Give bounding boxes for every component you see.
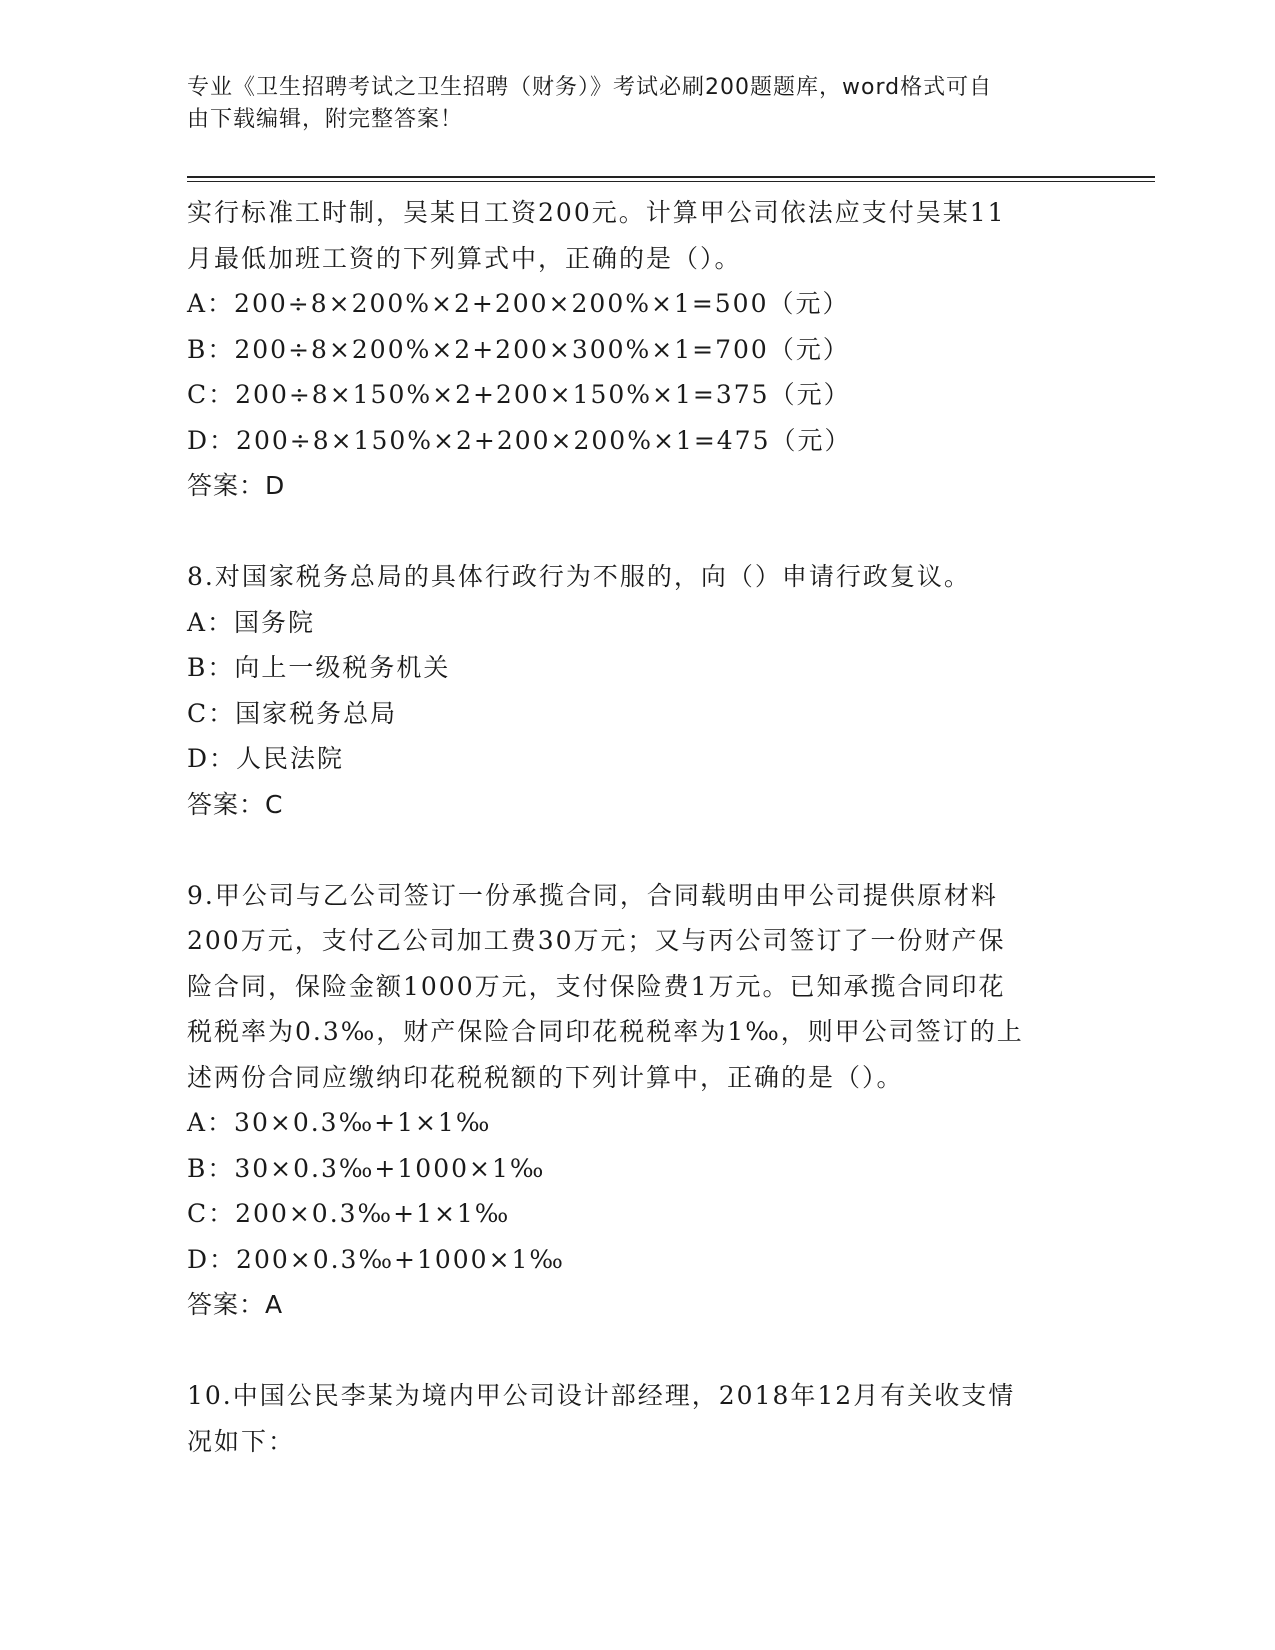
spacer [187, 1328, 1087, 1373]
option-b: B：向上一级税务机关 [187, 653, 451, 682]
question-stem-line: 实行标准工时制，吴某日工资200元。计算甲公司依法应支付吴某11 [187, 198, 1006, 227]
answer-line: 答案：A [187, 1290, 284, 1319]
option-c: C：200÷8×150%×2+200×150%×1=375（元） [187, 380, 851, 409]
option-a: A：国务院 [187, 607, 316, 637]
question-stem-line: 9.甲公司与乙公司签订一份承揽合同，合同载明由甲公司提供原材料 [187, 880, 998, 910]
answer-line: 答案：D [187, 471, 286, 500]
option-d: D：200÷8×150%×2+200×200%×1=475（元） [187, 425, 852, 455]
question-stem-line: 10.中国公民李某为境内甲公司设计部经理，2018年12月有关收支情 [187, 1381, 1016, 1410]
option-c: C：200×0.3‰+1×1‰ [187, 1199, 511, 1228]
spacer [187, 828, 1087, 873]
question-9 [187, 873, 1087, 1329]
document-header [187, 72, 1067, 136]
option-a: A：200÷8×200%×2+200×200%×1=500（元） [187, 289, 850, 318]
question-stem-line: 200万元，支付乙公司加工费30万元；又与丙公司签订了一份财产保 [187, 926, 1006, 955]
option-d: D：人民法院 [187, 744, 345, 773]
question-8 [187, 554, 1087, 828]
option-b: B：30×0.3‰+1000×1‰ [187, 1153, 546, 1183]
header-line-2: 由下载编辑，附完整答案！ [187, 107, 464, 132]
option-b: B：200÷8×200%×2+200×300%×1=700（元） [187, 334, 850, 364]
header-divider-thick [187, 176, 1155, 178]
question-stem-line: 月最低加班工资的下列算式中，正确的是（）。 [187, 243, 742, 273]
answer-line: 答案：C [187, 789, 284, 819]
question-10 [187, 1373, 1087, 1464]
question-stem-line: 况如下： [187, 1426, 296, 1456]
option-d: D：200×0.3‰+1000×1‰ [187, 1244, 565, 1274]
question-stem-line: 税税率为0.3‰，财产保险合同印花税税率为1‰，则甲公司签订的上 [187, 1017, 1024, 1046]
spacer [187, 509, 1087, 554]
question-stem-line: 8.对国家税务总局的具体行政行为不服的，向（）申请行政复议。 [187, 562, 971, 591]
option-a: A：30×0.3‰+1×1‰ [187, 1108, 492, 1137]
question-stem-line: 险合同，保险金额1000万元，支付保险费1万元。已知承揽合同印花 [187, 971, 1006, 1001]
header-line-1: 专业《卫生招聘考试之卫生招聘（财务）》考试必刷200题题库，word格式可自 [187, 75, 993, 100]
document-body [187, 190, 1087, 1464]
question-stem-line: 述两份合同应缴纳印花税税额的下列计算中，正确的是（）。 [187, 1062, 904, 1092]
option-c: C：国家税务总局 [187, 698, 398, 728]
question-7 [187, 190, 1087, 509]
header-divider-thin [187, 181, 1155, 182]
